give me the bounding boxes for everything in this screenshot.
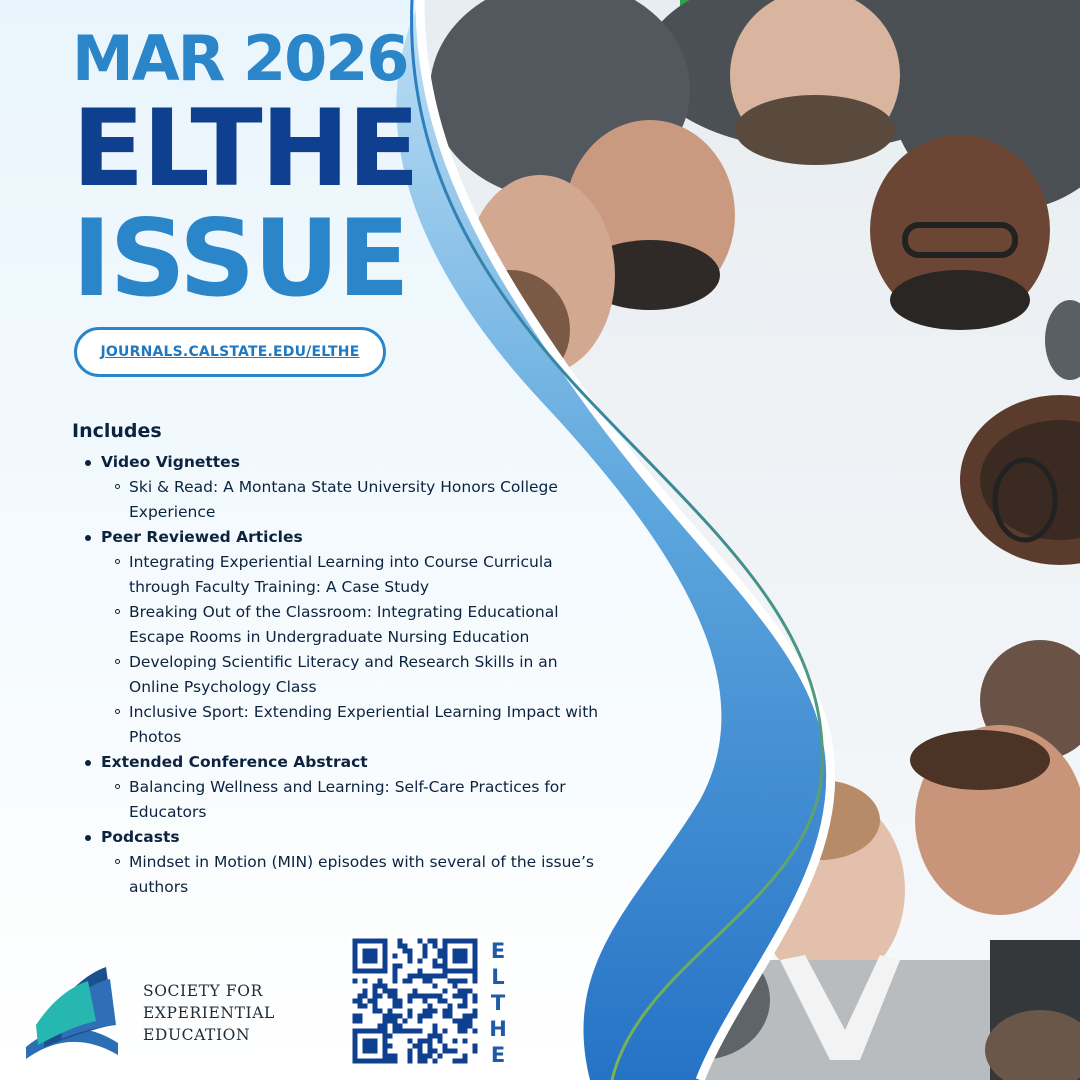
list-item: Ski & Read: A Montana State University Honors College Experience bbox=[129, 475, 599, 525]
qr-code-icon[interactable] bbox=[350, 936, 480, 1066]
list-item: Integrating Experiential Learning into Course Curricula through Faculty Training: A Case Study bbox=[129, 550, 599, 600]
section-extended-conference-abstract: Extended Conference Abstract bbox=[101, 750, 632, 775]
qr-letter: E bbox=[490, 939, 506, 963]
org-line-1: SOCIETY FOR bbox=[143, 982, 263, 1000]
qr-label bbox=[486, 938, 510, 1068]
section-podcasts: Podcasts bbox=[101, 825, 632, 850]
journal-title: ELTHE bbox=[72, 87, 418, 210]
org-line-3: EDUCATION bbox=[143, 1026, 251, 1044]
list-item: Inclusive Sport: Extending Experiential Learning Impact with Photos bbox=[129, 700, 599, 750]
organization-name bbox=[143, 980, 275, 1046]
section-peer-reviewed-articles: Peer Reviewed Articles bbox=[101, 525, 632, 550]
book-pages-logo-icon bbox=[22, 955, 142, 1065]
url-pill[interactable] bbox=[74, 327, 386, 377]
includes-list bbox=[72, 420, 632, 900]
issue-date: MAR 2026 bbox=[72, 22, 408, 95]
list-item: Developing Scientific Literacy and Research Skills in an Online Psychology Class bbox=[129, 650, 599, 700]
list-item: Balancing Wellness and Learning: Self-Care Practices for Educators bbox=[129, 775, 599, 825]
section-video-vignettes: Video Vignettes bbox=[101, 450, 632, 475]
qr-letter: T bbox=[490, 991, 506, 1015]
list-item: Breaking Out of the Classroom: Integrating Educational Escape Rooms in Undergraduate Nursing Education bbox=[129, 600, 599, 650]
includes-title: Includes bbox=[72, 420, 162, 442]
qr-letter: E bbox=[490, 1043, 506, 1067]
list-item: Mindset in Motion (MIN) episodes with several of the issue’s authors bbox=[129, 850, 599, 900]
qr-letter: H bbox=[489, 1017, 507, 1041]
issue-heading: ISSUE bbox=[72, 197, 408, 320]
qr-letter: L bbox=[491, 965, 505, 989]
org-line-2: EXPERIENTIAL bbox=[143, 1004, 275, 1022]
journal-url-link[interactable]: JOURNALS.CALSTATE.EDU/ELTHE bbox=[100, 344, 360, 360]
